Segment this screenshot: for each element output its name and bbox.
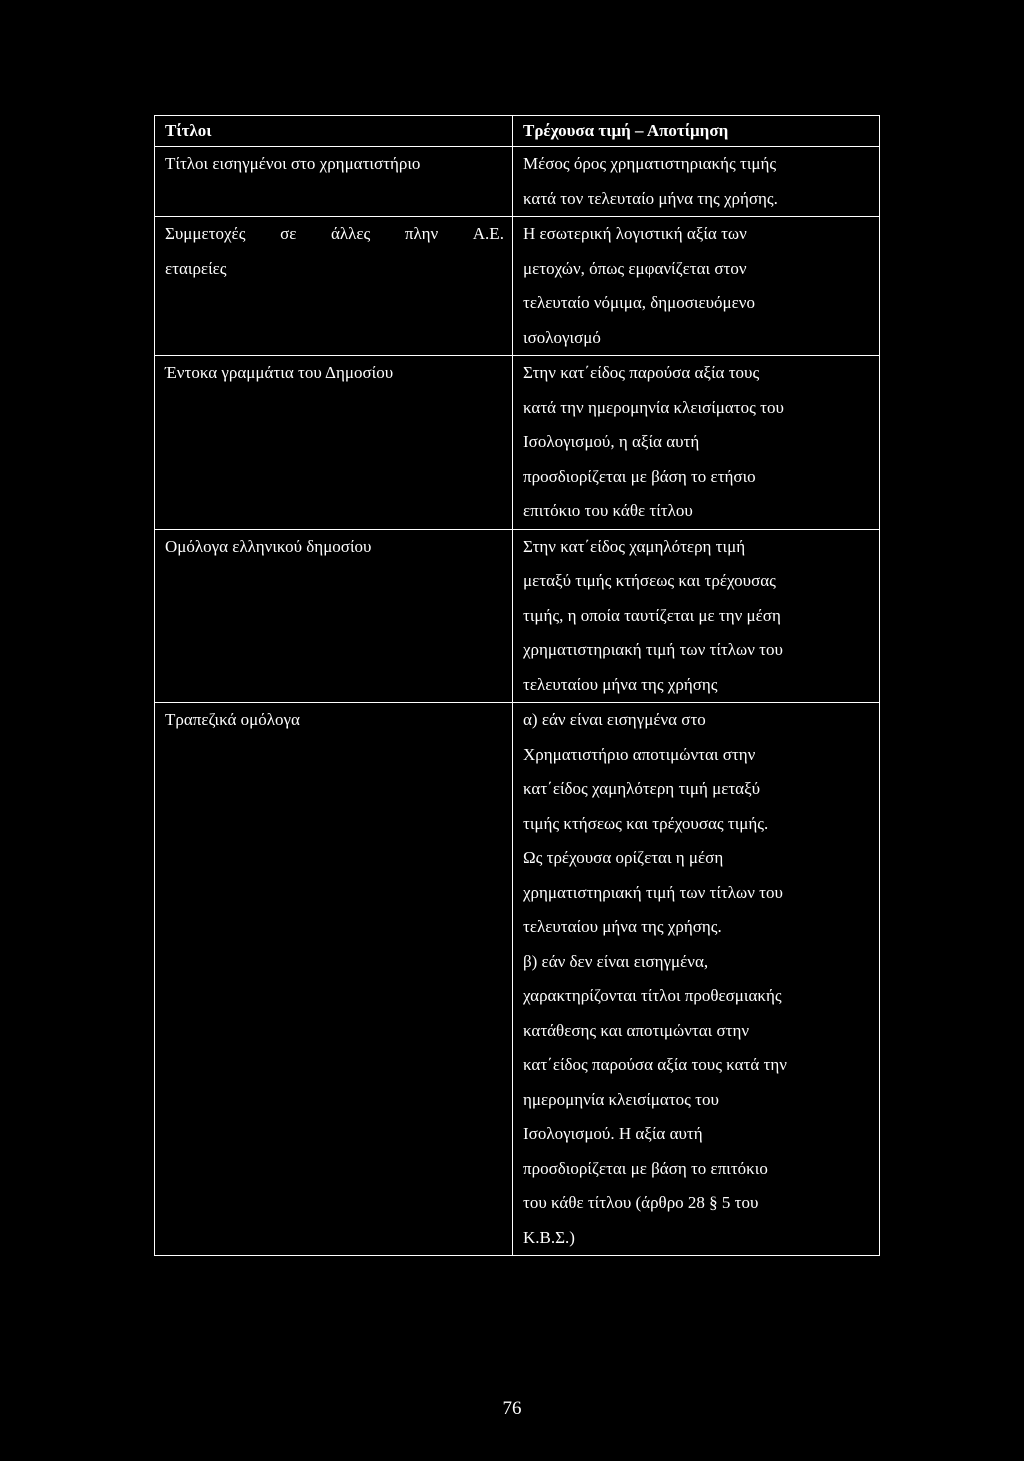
row-valuation: Στην κατ΄είδος παρούσα αξία τους κατά την ημερομηνία κλεισίματος του Ισολογισμού, η αξία αυτή προσδιορίζεται με βάση το ετήσιο επιτόκιο του κάθε τίτλου	[513, 356, 880, 530]
row-valuation: Μέσος όρος χρηματιστηριακής τιμής κατά τον τελευταίο μήνα της χρήσης.	[513, 147, 880, 217]
row-title: Έντοκα γραμμάτια του Δημοσίου	[155, 356, 513, 530]
row-title: Ομόλογα ελληνικού δημοσίου	[155, 529, 513, 703]
header-valuation: Τρέχουσα τιμή – Αποτίμηση	[513, 116, 880, 147]
row-valuation: Στην κατ΄είδος χαμηλότερη τιμή μεταξύ τιμής κτήσεως και τρέχουσας τιμής, η οποία ταυτίζεται με την μέση χρηματιστηριακή τιμή των τίτλων του τελευταίου μήνα της χρήσης	[513, 529, 880, 703]
table-row	[155, 703, 880, 1256]
table-row	[155, 217, 880, 356]
page-number: 76	[502, 1398, 522, 1419]
securities-valuation-table	[154, 115, 880, 1256]
table-header-row	[155, 116, 880, 147]
table-row	[155, 529, 880, 703]
row-valuation: α) εάν είναι εισηγμένα στο Χρηματιστήριο αποτιμώνται στην κατ΄είδος χαμηλότερη τιμή μεταξύ τιμής κτήσεως και τρέχουσας τιμής. Ως τρέχουσα ορίζεται η μέση χρηματιστηριακή τιμή των τίτλων του τελευταίου μήνα της χρήσης. β) εάν δεν είναι εισηγμένα, χαρακτηρίζονται τίτλοι προθεσμιακής κατάθεσης και αποτιμώνται στην κατ΄είδος παρούσα αξία τους κατά την ημερομηνία κλεισίματος του Ισολογισμού. Η αξία αυτή προσδιορίζεται με βάση το επιτόκιο του κάθε τίτλου (άρθρο 28 § 5 του Κ.Β.Σ.)	[513, 703, 880, 1256]
row-valuation: Η εσωτερική λογιστική αξία των μετοχών, όπως εμφανίζεται στον τελευταίο νόμιμα, δημοσιευόμενο ισολογισμό	[513, 217, 880, 356]
row-title: Συμμετοχές σε άλλες πλην Α.Ε. εταιρείες	[155, 217, 513, 356]
table-row	[155, 356, 880, 530]
table-row	[155, 147, 880, 217]
row-title: Τραπεζικά ομόλογα	[155, 703, 513, 1256]
header-titles: Τίτλοι	[155, 116, 513, 147]
row-title: Τίτλοι εισηγμένοι στο χρηματιστήριο	[155, 147, 513, 217]
row-title-justified-line: Συμμετοχές σε άλλες πλην Α.Ε.	[165, 224, 504, 243]
